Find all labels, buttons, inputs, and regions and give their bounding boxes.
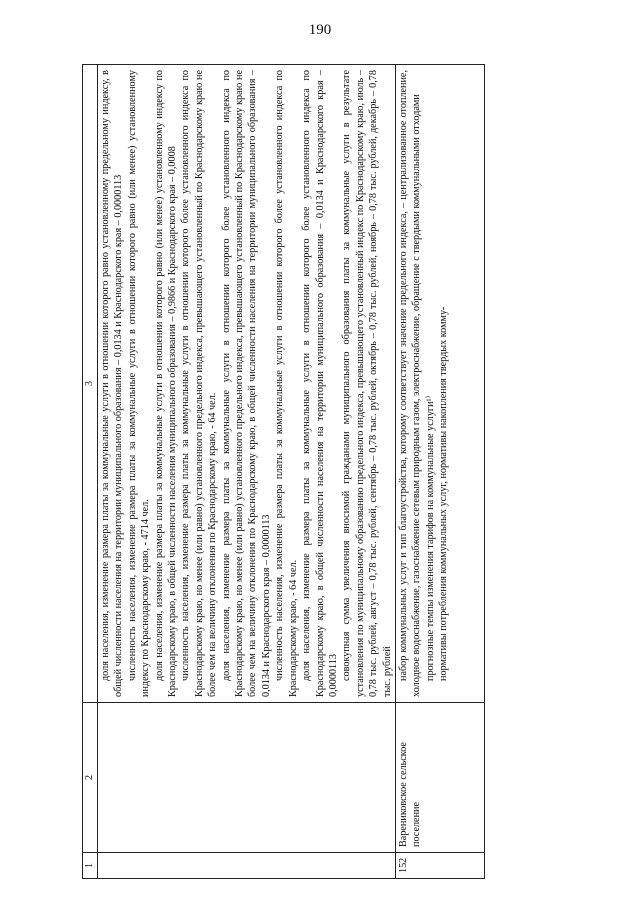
indicator-paragraph: нормативы потребления коммунальных услуг, нормативы накопления твердых комму- — [438, 306, 450, 681]
table-header-row — [83, 65, 98, 879]
header-col-3: 3 — [83, 65, 98, 703]
indicator-paragraph: численность населения, изменение размера платы за коммунальные услуги в отношении которого более установленного индекса по Краснодарскому краю, - 64 чел. — [274, 70, 299, 697]
indicator-paragraph: доля населения, изменение размера платы за коммунальные услуги в отношении которого равно установленному предельному индексу, в общей численности населения на территории муниципального образования – 0,0134 и Краснодарского края – 0,0000113 — [100, 70, 125, 697]
tariff-table — [82, 64, 485, 879]
header-col-1: 1 — [83, 853, 98, 879]
table-row-152 — [395, 65, 484, 879]
rotated-table-wrapper — [82, 64, 608, 879]
indicator-paragraph: прогнозные темпы изменения тарифов на коммунальные услуги¹⁾ — [424, 395, 436, 681]
indicator-paragraph: численность населения, изменение размера платы за коммунальные услуги в отношении которого более установленного индекса по Краснодарскому краю, но менее (или равно) установленного предельного индекса, превышающего установленный по Краснодарскому краю не более чем на величину отклонения по Краснодарскому краю, - 64 чел. — [180, 70, 219, 697]
indicator-paragraph: совокупная сумма увеличения вносимой гражданами муниципального образования платы за коммунальные услуги в результате установления по муниципальному образованию предельного индекса, превышающего установленный индекс по Краснодарскому краю, июль – 0,78 тыс. рублей, август – 0,78 тыс. рублей, сентябрь – 0,78 тыс. рублей, октябрь – 0,78 тыс. рублей, ноябрь – 0,78 тыс. рублей, декабрь – 0,78 тыс. рублей — [341, 70, 393, 697]
cell-indicators — [98, 65, 396, 703]
cell-number-empty — [98, 853, 396, 879]
rotated-table-region — [82, 64, 608, 879]
cell-name-empty — [98, 703, 396, 853]
indicator-paragraph: численность населения, изменение размера платы за коммунальные услуги в отношении которого равно (или менее) установленному индексу по Краснодарскому краю, - 4714 чел. — [126, 70, 152, 697]
indicator-paragraph: набор коммунальных услуг и тип благоустройства, которому соответствует значение предельного индекса, – централизованное отопление, холодное водоснабжение, газоснабжение сетевым природным газом, электроснабжение, обращение с твердыми коммунальными отходами — [397, 70, 423, 697]
municipality-name: Варениковское сельское поселение — [395, 703, 484, 853]
row-number: 152 — [395, 853, 484, 879]
cell-indicators — [395, 65, 484, 703]
indicator-paragraph: доля населения, изменение размера платы за коммунальные услуги в отношении которого более установленного индекса по Краснодарскому краю, в общей численности населения на территории муниципального образования – 0,0134 и Краснодарского края – 0,0000113 — [301, 70, 339, 697]
indicator-paragraph: доля населения, изменение размера платы за коммунальные услуги в отношении которого равно (или менее) установленному индексу по Краснодарскому краю, в общей численности населения муниципального образования – 0,9866 и Краснодарского края – 0,0008 — [153, 70, 179, 697]
table-row-continuation — [98, 65, 396, 879]
indicator-paragraph: доля населения, изменение размера платы за коммунальные услуги в отношении которого более установленного индекса по Краснодарскому краю, но менее (или равно) установленного предельного индекса, превышающего установленный по Краснодарскому краю не более чем на величину отклонения по Краснодарскому краю, в общей численности населения на территории муниципального образования – 0,0134 и Краснодарского края – 0,0000113 — [220, 70, 272, 697]
header-col-2: 2 — [83, 703, 98, 853]
page-number: 190 — [308, 22, 332, 38]
